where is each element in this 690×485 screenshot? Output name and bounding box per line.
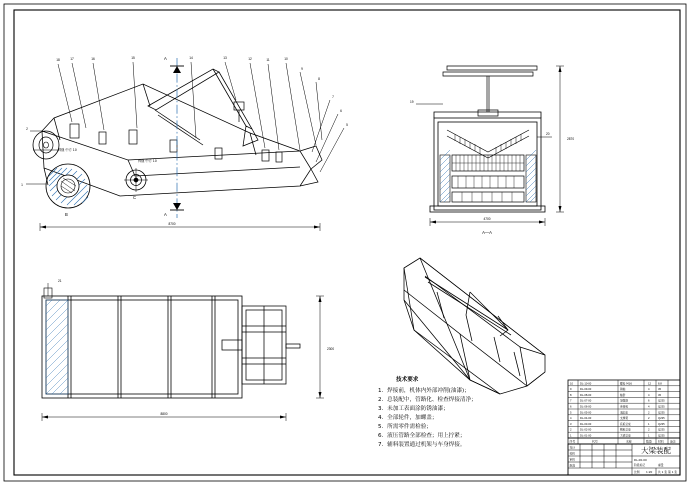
page-title: 大梁装配 xyxy=(641,446,671,455)
svg-text:5: 5 xyxy=(346,123,348,127)
svg-text:代号: 代号 xyxy=(592,439,598,444)
svg-text:11: 11 xyxy=(266,58,270,62)
section-label-a-top: A xyxy=(164,56,167,61)
tech-req-item-6: 6．液压管路全部检查；用上拧紧； xyxy=(378,433,466,439)
svg-text:螺栓 M16: 螺栓 M16 xyxy=(620,381,632,386)
svg-text:5: 5 xyxy=(570,411,572,415)
detail-label-c: C xyxy=(133,195,137,200)
svg-text:1: 1 xyxy=(648,422,650,426)
svg-text:8.8: 8.8 xyxy=(658,382,662,386)
svg-text:大梁总成: 大梁总成 xyxy=(620,433,631,438)
svg-text:支撑架: 支撑架 xyxy=(620,416,629,421)
tech-req-item-4: 4．全部轮件，加螺盖； xyxy=(378,415,438,421)
svg-text:4: 4 xyxy=(648,393,650,397)
section-view-label: A—A xyxy=(482,230,492,235)
titleblock-scale-value: 1:20 xyxy=(646,470,653,474)
titleblock-sheet: 共 1 张 第 1 张 xyxy=(658,470,678,474)
svg-text:45: 45 xyxy=(658,388,661,392)
svg-text:DL-08-00: DL-08-00 xyxy=(580,393,592,397)
svg-text:名称: 名称 xyxy=(626,439,632,444)
svg-text:4: 4 xyxy=(570,417,572,421)
front-dimension-value: 8700 xyxy=(168,222,176,226)
svg-text:连接板: 连接板 xyxy=(620,404,629,409)
svg-text:7: 7 xyxy=(570,399,572,403)
svg-text:19: 19 xyxy=(410,100,414,104)
section-dimension-width-value: 4700 xyxy=(483,217,491,221)
svg-text:Q235: Q235 xyxy=(658,405,665,409)
svg-text:Q235: Q235 xyxy=(658,399,665,403)
svg-text:设计: 设计 xyxy=(569,445,576,450)
svg-text:DL-07-00: DL-07-00 xyxy=(580,399,592,403)
svg-text:1: 1 xyxy=(648,434,650,438)
svg-text:6: 6 xyxy=(570,405,572,409)
svg-text:2: 2 xyxy=(648,428,650,432)
tech-req-item-3: 3．未加工表面涂防锈油漆； xyxy=(378,406,449,412)
svg-text:3: 3 xyxy=(570,422,572,426)
tech-req-item-2: 2．总装配中，管路化、检查焊接清净； xyxy=(378,397,477,403)
svg-text:16: 16 xyxy=(91,57,95,61)
svg-text:Q235: Q235 xyxy=(658,428,665,432)
svg-text:17: 17 xyxy=(70,57,74,61)
svg-text:2: 2 xyxy=(570,428,572,432)
svg-text:DL-01-00: DL-01-00 xyxy=(580,434,592,438)
svg-text:材料: 材料 xyxy=(658,439,664,444)
svg-text:焊缝 中方 10: 焊缝 中方 10 xyxy=(138,159,157,163)
titleblock-drawing-no: DL-00-00 xyxy=(634,458,647,462)
svg-text:审核: 审核 xyxy=(569,457,576,462)
svg-text:2: 2 xyxy=(26,127,28,131)
top-dimension-value: 8800 xyxy=(160,412,168,416)
svg-text:侧板总成: 侧板总成 xyxy=(620,427,631,432)
tech-req-item-7: 7．辅料装置通过机架与车身焊接。 xyxy=(378,442,466,448)
svg-text:20: 20 xyxy=(546,132,550,136)
svg-text:DL-03-00: DL-03-00 xyxy=(580,422,592,426)
svg-text:1: 1 xyxy=(570,434,572,438)
svg-text:DL-04-00: DL-04-00 xyxy=(580,417,592,421)
detail-label-b: B xyxy=(65,212,68,217)
svg-text:14: 14 xyxy=(189,56,193,60)
svg-text:7: 7 xyxy=(332,95,334,99)
top-callout-number: 21 xyxy=(58,279,62,283)
svg-text:DL-10-00: DL-10-00 xyxy=(580,382,592,386)
svg-text:轴套: 轴套 xyxy=(620,392,626,397)
svg-text:DL-09-00: DL-09-00 xyxy=(580,388,592,392)
svg-text:6: 6 xyxy=(340,109,342,113)
section-dimension-height-value: 2870 xyxy=(567,137,575,141)
svg-text:阶段标记: 阶段标记 xyxy=(634,463,646,467)
tech-req-heading: 技术要求 xyxy=(396,377,419,383)
section-label-a-bottom: A xyxy=(164,212,167,217)
svg-text:数量: 数量 xyxy=(646,439,652,444)
svg-text:序号: 序号 xyxy=(569,439,576,444)
svg-text:13: 13 xyxy=(223,56,227,60)
top-dimension-width-value: 2300 xyxy=(327,347,335,351)
svg-text:DL-02-00: DL-02-00 xyxy=(580,428,592,432)
tech-req-item-5: 5．所需零件需检验； xyxy=(378,424,432,430)
svg-text:10: 10 xyxy=(284,57,288,61)
svg-text:校核: 校核 xyxy=(569,451,576,456)
svg-text:销轴: 销轴 xyxy=(620,387,626,392)
svg-text:焊缝 中方 10: 焊缝 中方 10 xyxy=(58,148,77,152)
svg-text:Q235: Q235 xyxy=(658,434,665,438)
svg-text:Q235: Q235 xyxy=(658,411,665,415)
svg-text:9: 9 xyxy=(570,388,572,392)
svg-text:DL-05-00: DL-05-00 xyxy=(580,411,592,415)
svg-text:15: 15 xyxy=(131,56,135,60)
tech-req-item-1: 1．焊接前，机体内外部冲削(油漆)； xyxy=(378,388,470,394)
svg-text:9: 9 xyxy=(301,67,303,71)
svg-text:12: 12 xyxy=(248,57,252,61)
svg-text:2: 2 xyxy=(648,411,650,415)
svg-text:加强筋: 加强筋 xyxy=(620,398,629,403)
sheet-outer-border xyxy=(4,4,686,481)
svg-text:1: 1 xyxy=(21,183,23,187)
svg-text:8: 8 xyxy=(570,393,572,397)
svg-text:4: 4 xyxy=(648,405,650,409)
titleblock-scale-label: 比例 xyxy=(634,470,640,474)
svg-text:油缸座: 油缸座 xyxy=(620,410,629,415)
svg-text:8: 8 xyxy=(318,77,320,81)
svg-text:10: 10 xyxy=(570,382,573,386)
svg-text:12: 12 xyxy=(648,382,651,386)
svg-text:18: 18 xyxy=(56,58,60,62)
svg-text:6: 6 xyxy=(648,399,650,403)
svg-text:Q235: Q235 xyxy=(658,422,665,426)
svg-text:DL-06-00: DL-06-00 xyxy=(580,405,592,409)
svg-text:Q235: Q235 xyxy=(658,417,665,421)
svg-text:4: 4 xyxy=(648,388,650,392)
svg-text:重量: 重量 xyxy=(658,463,664,467)
svg-text:备注: 备注 xyxy=(670,439,676,444)
svg-text:2: 2 xyxy=(648,417,650,421)
svg-text:批准: 批准 xyxy=(569,463,576,468)
svg-text:底板总成: 底板总成 xyxy=(620,421,631,426)
svg-text:45: 45 xyxy=(658,393,661,397)
